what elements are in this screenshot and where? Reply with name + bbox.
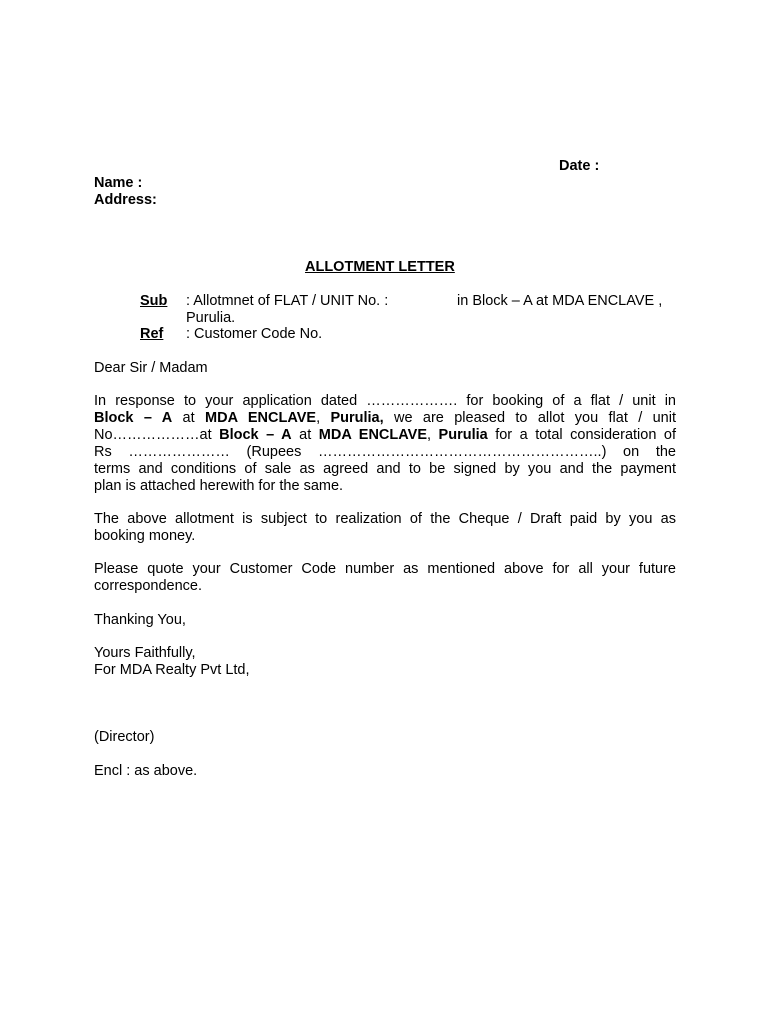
p1-l3-comma: , bbox=[427, 427, 439, 443]
yours-faithfully: Yours Faithfully, bbox=[94, 645, 196, 661]
salutation: Dear Sir / Madam bbox=[94, 360, 208, 376]
enclosure-note: Encl : as above. bbox=[94, 763, 198, 779]
purulia-text: Purulia, bbox=[330, 410, 384, 426]
p2-line-1: The above allotment is subject to realization of the Cheque / Draft paid by you as bbox=[94, 511, 676, 527]
signatory-designation: (Director) bbox=[94, 729, 155, 745]
p1-l3-rest: for a total consideration of bbox=[487, 427, 676, 443]
date-label: Date : bbox=[559, 158, 600, 174]
thanking-you: Thanking You, bbox=[94, 612, 186, 628]
p1-l3-no: No………………at bbox=[94, 427, 220, 443]
body-paragraph-1 bbox=[94, 393, 676, 495]
purulia-text-2: Purulia bbox=[438, 427, 488, 443]
letter-title: ALLOTMENT LETTER bbox=[305, 259, 455, 275]
block-a-text-2: Block – A bbox=[219, 427, 292, 443]
company-name: For MDA Realty Pvt Ltd, bbox=[94, 662, 250, 678]
p1-l3-at: at bbox=[291, 427, 319, 443]
p1-l2-comma: , bbox=[316, 410, 331, 426]
ref-text: : Customer Code No. bbox=[186, 326, 323, 342]
p3-line-2: correspondence. bbox=[94, 578, 203, 594]
sub-text-right: in Block – A at MDA ENCLAVE , bbox=[457, 293, 663, 309]
p1-line-5: terms and conditions of sale as agreed and to be signed by you and the payment bbox=[94, 461, 676, 477]
sub-label: Sub bbox=[140, 293, 168, 309]
body-paragraph-3 bbox=[94, 561, 676, 595]
p1-l2-at: at bbox=[172, 410, 206, 426]
mda-enclave-text: MDA ENCLAVE bbox=[205, 410, 317, 426]
body-paragraph-2 bbox=[94, 511, 676, 545]
ref-label: Ref bbox=[140, 326, 164, 342]
block-a-text: Block – A bbox=[94, 410, 173, 426]
p1-line-2 bbox=[94, 410, 676, 427]
p1-line-4: Rs ………………… (Rupees …………………………………………………..) on the bbox=[94, 444, 676, 460]
p1-line-6: plan is attached herewith for the same. bbox=[94, 478, 344, 494]
sub-text-cont: Purulia. bbox=[186, 310, 236, 326]
address-label: Address: bbox=[94, 192, 157, 208]
p2-line-2: booking money. bbox=[94, 528, 196, 544]
p3-line-1: Please quote your Customer Code number as mentioned above for all your future bbox=[94, 561, 676, 577]
name-label: Name : bbox=[94, 175, 143, 191]
sub-text: : Allotmnet of FLAT / UNIT No. : bbox=[186, 293, 389, 309]
p1-line-3 bbox=[94, 427, 676, 444]
mda-enclave-text-2: MDA ENCLAVE bbox=[318, 427, 427, 443]
p1-l2-rest: we are pleased to allot you flat / unit bbox=[383, 410, 676, 426]
p1-line-1: In response to your application dated ………………. for booking of a flat / unit in bbox=[94, 393, 676, 409]
